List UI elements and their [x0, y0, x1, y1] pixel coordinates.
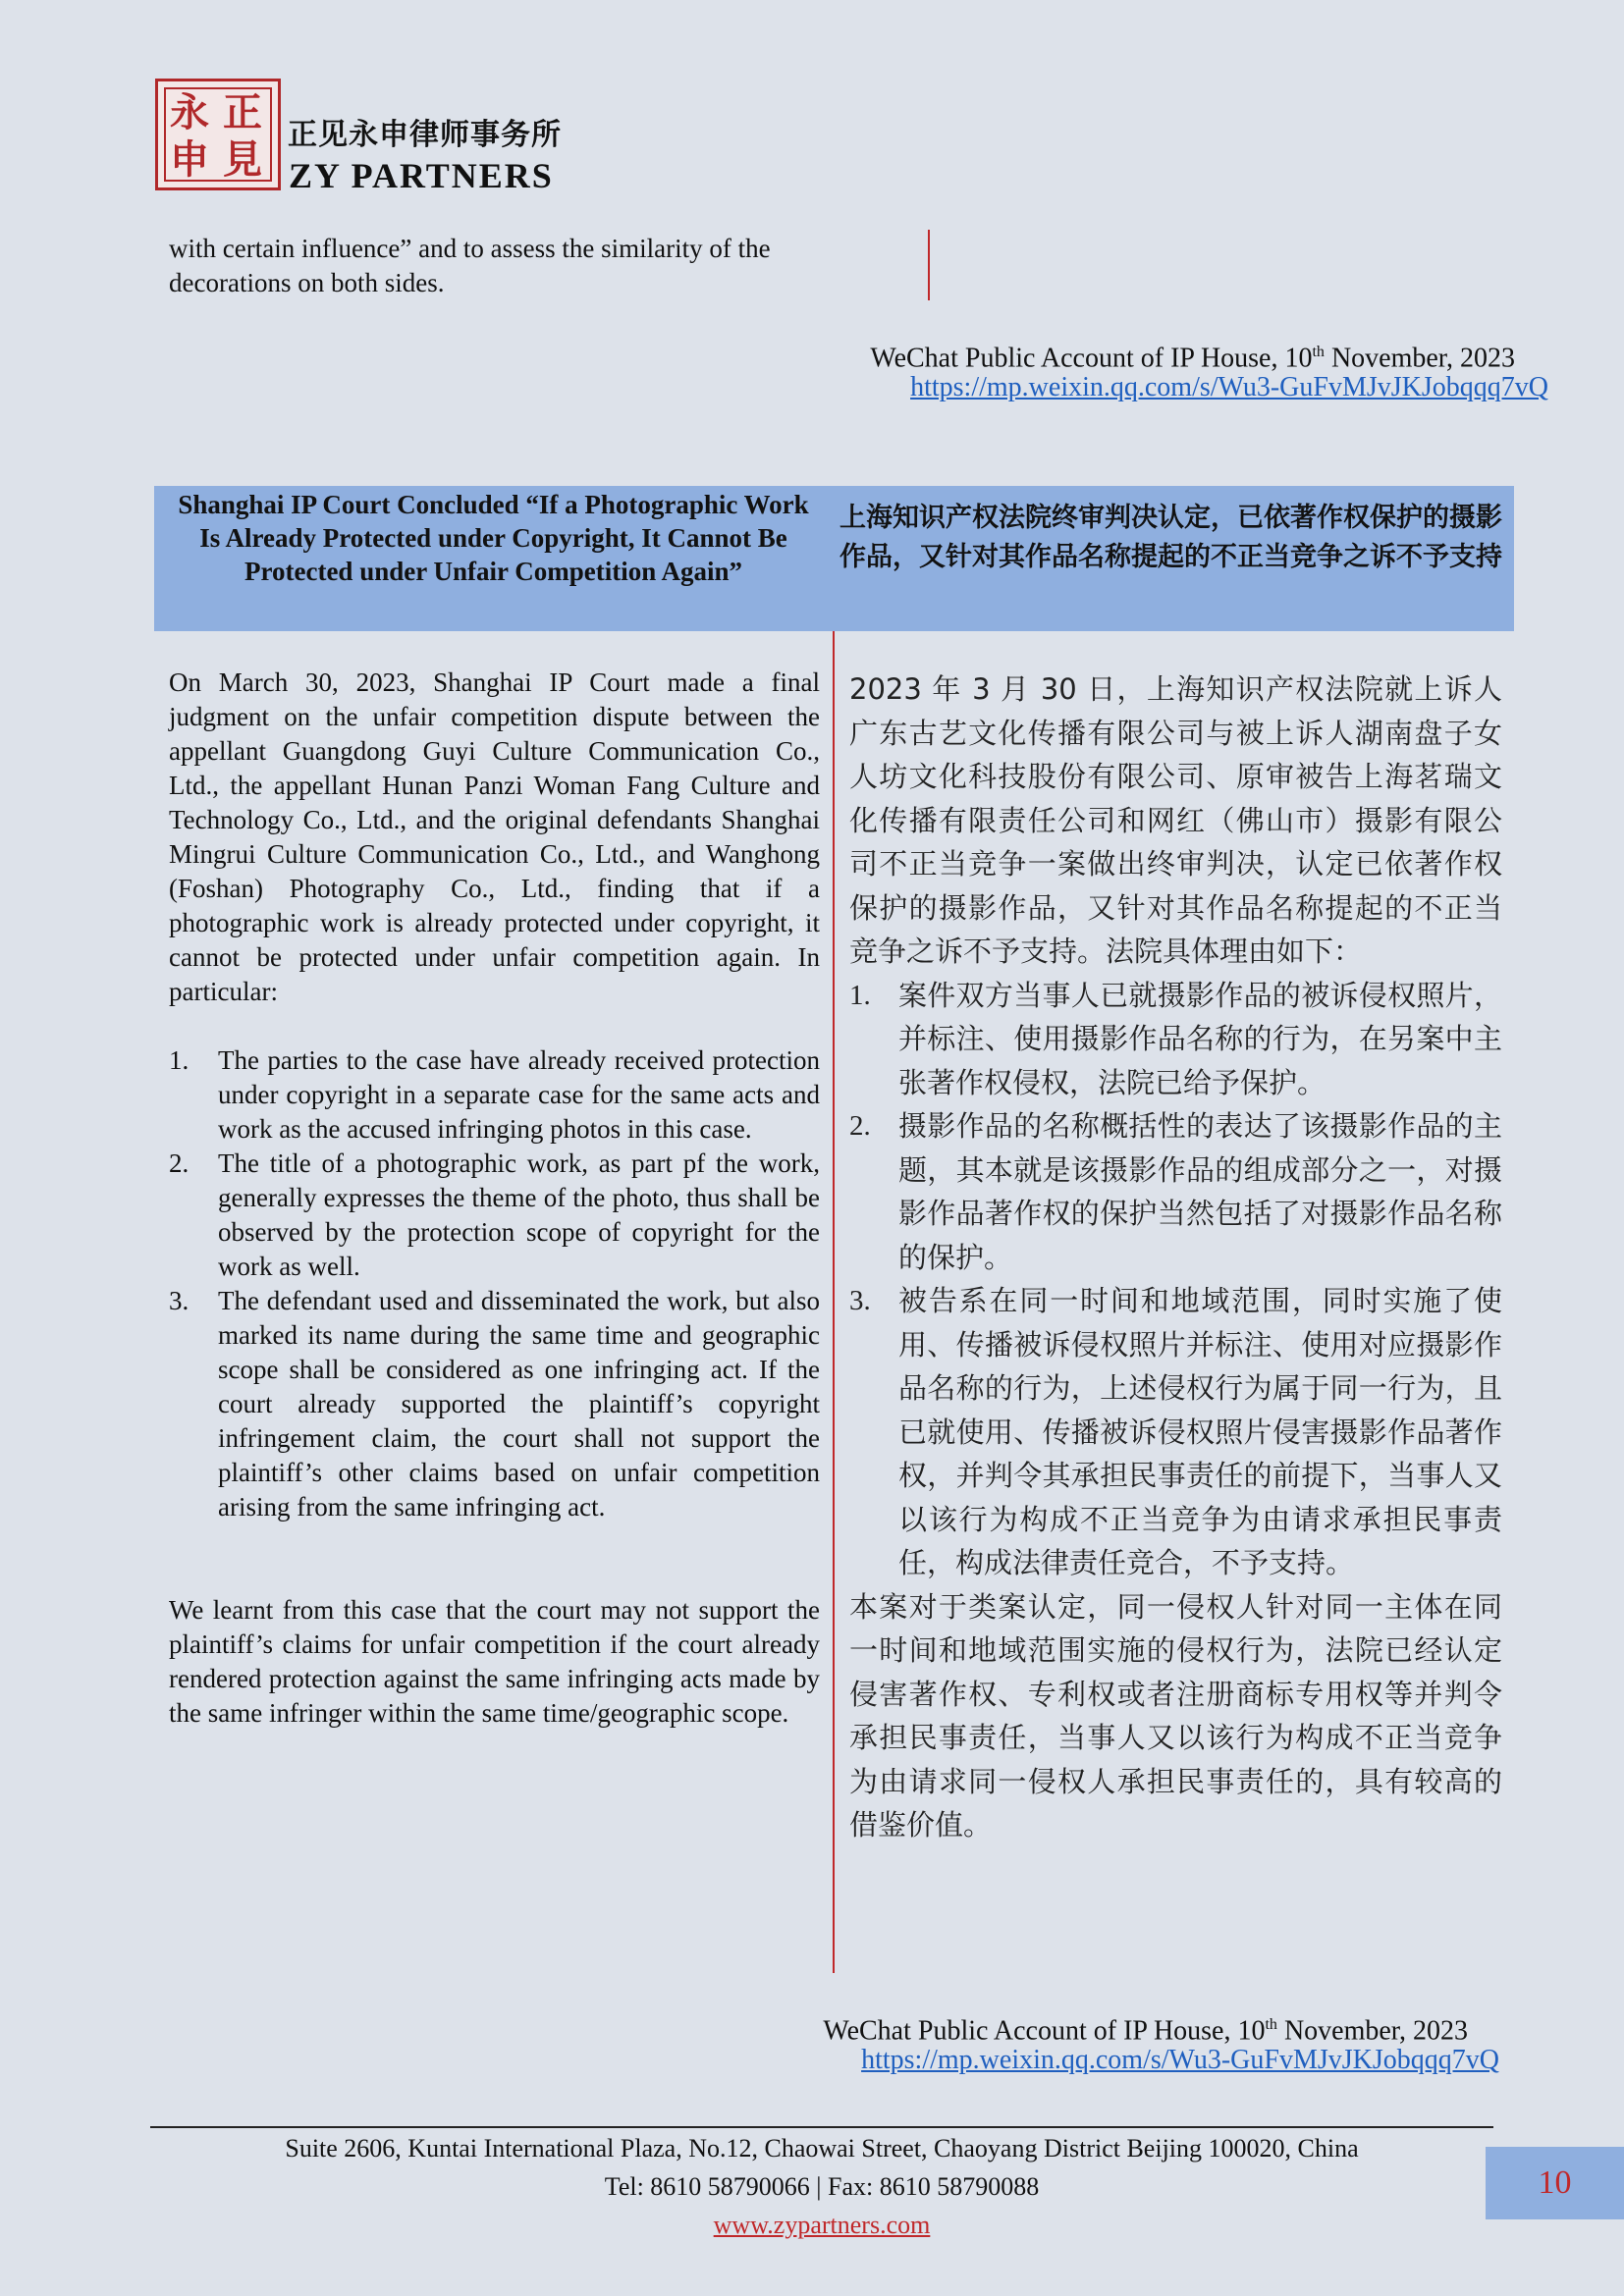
en-points-list [169, 1043, 820, 1524]
footer-website-wrap [150, 2209, 1493, 2242]
cn-conclusion-paragraph: 本案对于类案认定，同一侵权人针对同一主体在同一时间和地域范围实施的侵权行为，法院已经认定侵害著作权、专利权或者注册商标专用权等并判令承担民事责任，当事人又以该行为构成不正当竞争为由请求同一侵权人承担民事责任的，具有较高的借鉴价值。 [849, 1589, 1502, 1842]
list-item [169, 1147, 820, 1284]
list-text: The parties to the case have already received protection under copyright in a separate case for the same acts and work as the accused infringing photos in this case. [218, 1045, 820, 1144]
list-text: The defendant used and disseminated the work, but also marked its name during the same time and geographic scope shall be considered as one infringing act. If the court already supported the plaintiff’s copyright infringement claim, the court shall not support the plaintiff’s other claims based on unfair competition arising from the same infringing act. [218, 1286, 820, 1522]
article-title-cn: 上海知识产权法院终审判决认定，已依著作权保护的摄影作品，又针对其作品名称提起的不正当竞争之诉不予支持 [839, 503, 1502, 572]
continued-paragraph: with certain influence” and to assess the similarity of the decorations on both sides. [169, 234, 771, 297]
seal-char: 申 [170, 136, 209, 183]
list-text: 摄影作品的名称概括性的表达了该摄影作品的主题，其本就是该摄影作品的组成部分之一，对摄影作品著作权的保护当然包括了对摄影作品名称的保护。 [898, 1109, 1502, 1274]
source-suffix: November, 2023 [1324, 343, 1515, 374]
column-divider-top [928, 230, 930, 300]
page-number: 10 [1486, 2147, 1624, 2219]
list-item [169, 1284, 820, 1524]
list-number: 1. [849, 979, 871, 1011]
list-number: 3. [849, 1285, 871, 1316]
firm-name-en: ZY PARTNERS [289, 156, 554, 195]
cn-points-list [849, 974, 1502, 1585]
source-link-top-wrap [910, 371, 1548, 404]
list-text: 案件双方当事人已就摄影作品的被诉侵权照片，并标注、使用摄影作品名称的行为，在另案中主张著作权侵权，法院已给予保护。 [898, 978, 1502, 1099]
footer-divider [150, 2126, 1493, 2128]
seal-char: 永 [170, 89, 209, 135]
firm-name-cn: 正见永申律师事务所 [288, 118, 562, 152]
list-number: 2. [849, 1110, 871, 1142]
list-number: 1. [169, 1045, 189, 1075]
source-link-bottom[interactable]: https://mp.weixin.qq.com/s/Wu3-GuFvMJvJKJobqqq7vQ [861, 2045, 1499, 2075]
footer-address: Suite 2606, Kuntai International Plaza, No.12, Chaowai Street, Chaoyang District Beijing 100020, China [285, 2134, 1359, 2163]
list-number: 2. [169, 1148, 189, 1178]
article-title-en: Shanghai IP Court Concluded “If a Photographic Work Is Already Protected under Copyright, It Cannot Be Protected under Unfair Competition Again” [178, 490, 809, 586]
source-citation-top [870, 336, 1515, 375]
source-suffix: November, 2023 [1276, 2015, 1468, 2047]
footer-contact: Tel: 8610 58790066 | Fax: 8610 58790088 [604, 2172, 1040, 2201]
source-prefix: WeChat Public Account of IP House, 10 [823, 2015, 1266, 2047]
en-conclusion-paragraph: We learnt from this case that the court may not support the plaintiff’s claims for unfair competition if the court already rendered protection against the same infringing acts made by the same infringer within the same time/geographic scope. [169, 1595, 820, 1728]
column-divider [833, 631, 835, 1973]
source-link-bottom-wrap [861, 2044, 1499, 2077]
firm-seal-logo [155, 79, 281, 190]
list-item [169, 1043, 820, 1147]
source-sup: th [1265, 2016, 1277, 2033]
en-intro-paragraph: On March 30, 2023, Shanghai IP Court made a final judgment on the unfair competition dispute between the appellant Guangdong Guyi Culture Communication Co., Ltd., the appellant Hunan Panzi Woman Fang Culture and Technology Co., Ltd., and the original defendants Shanghai Mingrui Culture Communication Co., Ltd., and Wanghong (Foshan) Photography Co., Ltd., finding that if a photographic work is already protected under copyright, it cannot be protected under unfair competition again. In particular: [169, 667, 820, 1006]
list-item [849, 1279, 1502, 1585]
chinese-column [849, 667, 1502, 1847]
cn-intro-paragraph: 2023 年 3 月 30 日，上海知识产权法院就上诉人广东古艺文化传播有限公司与被上诉人湖南盘子女人坊文化科技股份有限公司、原审被告上海茗瑞文化传播有限责任公司和网红（佛山市）摄影有限公司不正当竞争一案做出终审判决，认定已依著作权保护的摄影作品，又针对其作品名称提起的不正当竞争之诉不予支持。法院具体理由如下： [849, 672, 1502, 968]
list-item [849, 974, 1502, 1105]
seal-char: 見 [223, 136, 262, 183]
list-text: The title of a photographic work, as part pf the work, generally expresses the theme of the photo, thus shall be observed by the protection scope of copyright for the work as well. [218, 1148, 820, 1281]
source-citation-bottom [823, 2008, 1468, 2048]
source-prefix: WeChat Public Account of IP House, 10 [870, 343, 1313, 374]
source-sup: th [1312, 344, 1325, 360]
footer-website-link[interactable]: www.zypartners.com [713, 2211, 931, 2239]
seal-char: 正 [223, 89, 262, 135]
list-number: 3. [169, 1286, 189, 1315]
list-text: 被告系在同一时间和地域范围，同时实施了使用、传播被诉侵权照片并标注、使用对应摄影作品名称的行为，上述侵权行为属于同一行为，且已就使用、传播被诉侵权照片侵害摄影作品著作权，并判令其承担民事责任的前提下，当事人又以该行为构成不正当竞争为由请求承担民事责任，构成法律责任竞合，不予支持。 [898, 1284, 1502, 1579]
source-link-top[interactable]: https://mp.weixin.qq.com/s/Wu3-GuFvMJvJKJobqqq7vQ [910, 372, 1548, 402]
list-item [849, 1104, 1502, 1279]
english-column [169, 666, 820, 1731]
